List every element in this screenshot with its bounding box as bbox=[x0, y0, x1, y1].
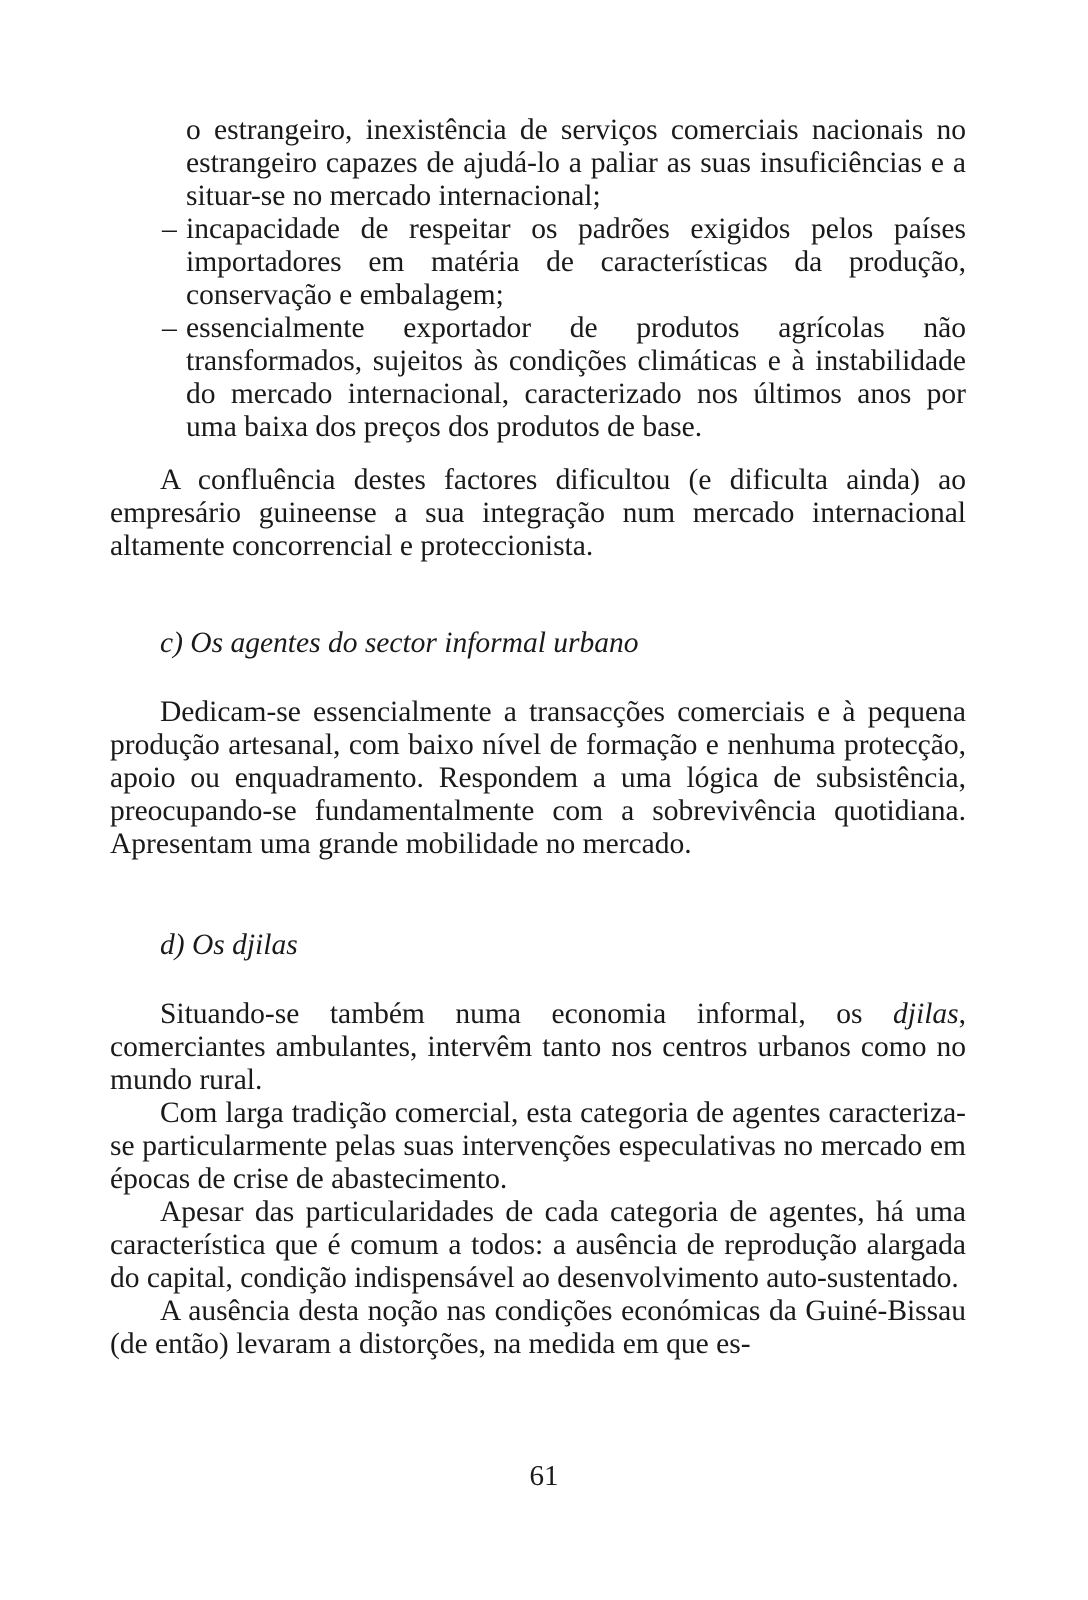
section-d-paragraph-3: Apesar das particularidades de cada categoria de agentes, há uma característica que é comum a todos: a ausência de reprodução alargada do capital, condição indispensável ao desenvolvimento auto-sustentado. bbox=[110, 1196, 966, 1294]
text-run: Situando-se também numa economia informal, os bbox=[160, 998, 894, 1030]
confluence-paragraph: A confluência destes factores dificultou (e dificulta ainda) ao empresário guineense a sua integração num mercado internacional altamente concorrencial e proteccionista. bbox=[110, 464, 966, 562]
page-number: 61 bbox=[529, 1460, 559, 1492]
page-body bbox=[110, 114, 966, 1361]
section-d-paragraph-4: A ausência desta noção nas condições económicas da Guiné-Bissau (de então) levaram a distorções, na medida em que es- bbox=[110, 1295, 966, 1360]
continuation-paragraph: o estrangeiro, inexistência de serviços comerciais nacionais no estrangeiro capazes de ajudá-lo a paliar as suas insuficiências e a situar-se no mercado internacional; bbox=[186, 114, 966, 212]
list-item bbox=[110, 312, 966, 444]
section-d-paragraph-1 bbox=[110, 998, 966, 1097]
list-item bbox=[110, 213, 966, 312]
dash-marker: – bbox=[162, 213, 177, 245]
section-d-heading: d) Os djilas bbox=[160, 929, 298, 961]
list-item-text: incapacidade de respeitar os padrões exigidos pelos países importadores em matéria de características da produção, conservação e embalagem; bbox=[186, 213, 966, 311]
dash-marker: – bbox=[162, 312, 177, 344]
list-item-text: essencialmente exportador de produtos agrícolas não transformados, sujeitos às condições climáticas e à instabilidade do mercado internacional, caracterizado nos últimos anos por uma baixa dos preços dos produtos de base. bbox=[186, 312, 966, 443]
section-d-paragraph-2: Com larga tradição comercial, esta categoria de agentes caracteriza-se particularmente pelas suas intervenções especulativas no mercado em épocas de crise de abastecimento. bbox=[110, 1097, 966, 1195]
section-c-heading: c) Os agentes do sector informal urbano bbox=[160, 627, 639, 659]
section-c-paragraph: Dedicam-se essencialmente a transacções comerciais e à pequena produção artesanal, com baixo nível de formação e nenhuma protecção, apoio ou enquadramento. Respondem a uma lógica de subsistência, preocupando-se fundamentalmente com a sobrevivência quotidiana. Apresentam uma grande mobilidade no mercado. bbox=[110, 696, 966, 860]
italic-term: djilas bbox=[893, 998, 959, 1030]
text-run: , comerciantes ambulantes, intervêm tanto nos centros urbanos como no mundo rural. bbox=[110, 998, 966, 1096]
